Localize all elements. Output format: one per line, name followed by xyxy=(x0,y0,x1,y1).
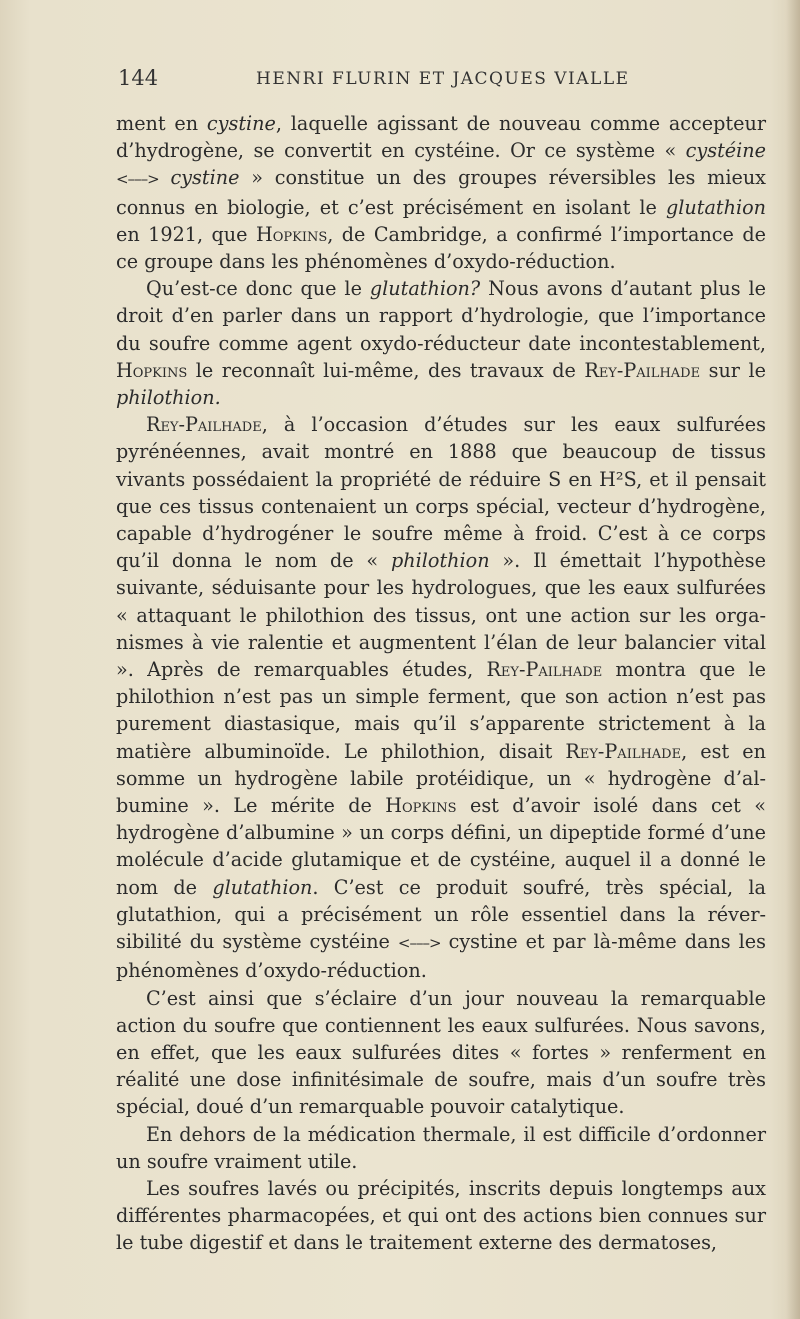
paragraph xyxy=(116,110,766,275)
italic-term: philothion xyxy=(391,549,490,573)
paragraph xyxy=(116,275,766,411)
text-run: Les soufres lavés ou précipités, inscrits depuis longtemps aux différentes pharmacopées, et qui ont des actions bien connues sur le tube digestif et dans le traitement externe des dermatoses, xyxy=(116,1176,766,1255)
page-header xyxy=(118,66,768,96)
italic-term: glutathion xyxy=(212,875,313,899)
italic-term: philothion. xyxy=(116,386,221,410)
author-name: Hopkins xyxy=(116,358,188,382)
text-run: , à l’occasion d’études sur les eaux sulfurées pyrénéennes, avait montré en 1888 que beaucoup de tissus vivants possédaient la propriété de réduire S en H²S, et il pensait que ces tissus contenaient un corps spécial, vecteur d’hydrogène, capable d’hydrogéner le soufre même à froid. C’est à ce corps qu’il donna le nom de « xyxy=(116,413,766,573)
text-run: Nous avons d’autant plus le droit d’en parler dans un rapport d’hydrologie, que l’importance du soufre comme agent oxydo-réducteur date incontestablement, xyxy=(116,277,766,355)
paragraph xyxy=(116,1175,766,1257)
text-run: , de Cambridge, a confirmé l’importance de ce groupe dans les phénomènes d’oxydo-réduction. xyxy=(116,222,766,274)
text-run: en 1921, que xyxy=(116,222,256,246)
author-name: Rey-Pailhade xyxy=(486,658,603,682)
text-run: le reconnaît lui-même, des travaux de xyxy=(187,358,585,382)
paragraph xyxy=(116,1121,766,1175)
text-run xyxy=(159,166,171,189)
author-name: Hopkins xyxy=(255,222,328,246)
text-run: En dehors de la médication thermale, il est difficile d’ordonner un soufre vraiment utile. xyxy=(116,1122,766,1173)
text-run: . C’est ce produit soufré, très spécial, la glutathion, qui a précisément un rôle essentiel dans la réver-sibilité du système cystéine xyxy=(116,875,766,954)
text-run: , est en somme un hydrogène labile protéidique, un « hydrogène d’al-bumine ». Le mérite de xyxy=(116,739,766,818)
italic-term: cystéine xyxy=(685,139,766,163)
text-run: sur le xyxy=(700,358,766,382)
italic-term: cystine xyxy=(170,166,240,190)
author-name: Rey-Pailhade xyxy=(146,413,262,437)
text-run: ». Il émettait l’hypothèse suivante, séduisante pour les hydrologues, que les eaux sulfurées « attaquant le philothion des tissus, ont une action sur les orga-nismes à vie ralentie et augmentent l’élan de leur balancier vital ». Après de remarquables études, xyxy=(116,549,766,682)
author-name: Rey-Pailhade xyxy=(565,739,682,763)
italic-term: glutathion? xyxy=(369,277,481,301)
text-run: » constitue un des groupes réversibles les mieux connus en biologie, et c’est précisément en isolant le xyxy=(116,166,766,219)
page-edge-shadow xyxy=(786,0,800,1319)
text-run: C’est ainsi que s’éclaire d’un jour nouveau la remarquable action du soufre que contiennent les eaux sulfurées. Nous savons, en effet, que les eaux sulfurées dites « fortes » renferment en réalité une dose infinitésimale de soufre, mais d’un soufre très spécial, doué d’un remarquable pouvoir catalytique. xyxy=(116,986,766,1119)
reversible-arrow: <–––> xyxy=(116,170,159,189)
reversible-arrow: <–––> xyxy=(397,934,441,953)
italic-term: glutathion xyxy=(665,195,766,219)
body-text xyxy=(116,110,766,1257)
text-run: cystine et par là-même dans les phénomènes d’oxydo-réduction. xyxy=(116,930,766,983)
page-number: 144 xyxy=(118,66,159,90)
text-run: ment en xyxy=(116,112,207,135)
author-name: Rey-Pailhade xyxy=(584,358,701,382)
text-run: montra que le philothion n’est pas un simple ferment, que son action n’est pas purement diastasique, mais qu’il s’apparente strictement à la matière albuminoïde. Le philothion, disait xyxy=(116,658,766,763)
author-name: Hopkins xyxy=(385,794,457,818)
running-head: HENRI FLURIN ET JACQUES VIALLE xyxy=(256,69,630,89)
italic-term: cystine xyxy=(206,112,276,135)
text-run: Qu’est-ce donc que le xyxy=(146,277,370,301)
text-run: , laquelle agissant de nouveau comme accepteur d’hydrogène, se convertit en cystéine. Or ce système « xyxy=(116,112,767,163)
paragraph xyxy=(116,411,766,984)
paragraph xyxy=(116,985,766,1121)
text-run: est d’avoir isolé dans cet « hydrogène d’albumine » un corps défini, un dipeptide formé d’une molécule d’acide glutamique et de cystéine, auquel il a donné le nom de xyxy=(116,794,766,899)
